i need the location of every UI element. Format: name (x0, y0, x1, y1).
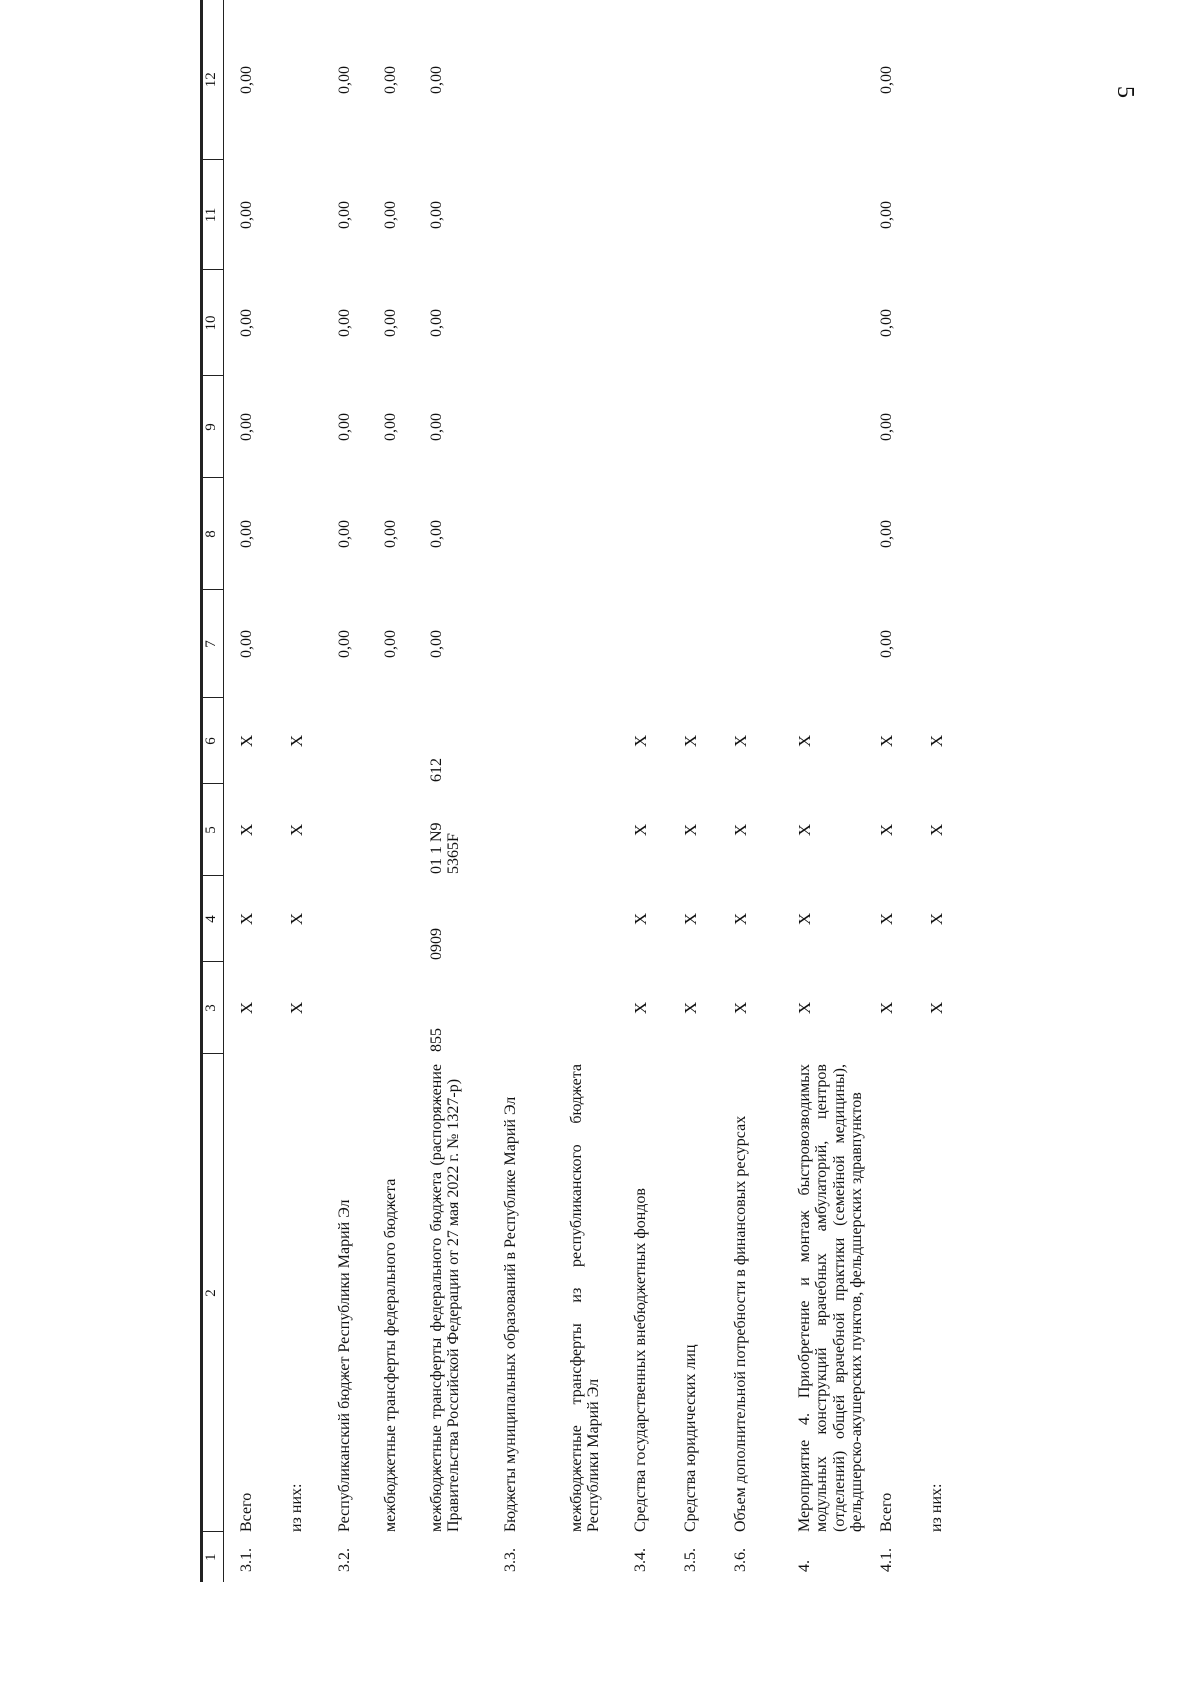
value-cell-col-11: 0,00 (428, 201, 445, 229)
row-name-cell: Республиканский бюджет Республики Марий Эл (336, 1199, 353, 1532)
value-cell-col-10 (632, 270, 682, 376)
value-cell-col-11 (288, 160, 336, 270)
value-cell-col-3: X (681, 1001, 700, 1015)
value-cell-col-6: X (681, 734, 700, 748)
value-cell-col-5: X (731, 823, 750, 837)
row-number-cell: 3.1. (238, 1548, 255, 1572)
value-cell-col-5: X (287, 823, 306, 837)
value-cell-col-10 (682, 270, 732, 376)
value-cell-col-6: X (631, 734, 650, 748)
value-cell-col-11: 0,00 (238, 201, 255, 229)
row-name-cell: Средства государственных внебюджетных фондов (632, 1188, 649, 1532)
row-name-cell: Бюджеты муниципальных образований в Республике Марий Эл (502, 1096, 519, 1532)
value-cell-col-7 (732, 590, 796, 698)
value-cell-col-7: 0,00 (382, 630, 399, 658)
column-number-header-row (202, 0, 224, 1582)
value-cell-col-12 (502, 0, 568, 160)
value-cell-col-9 (682, 376, 732, 478)
value-cell-col-7 (288, 590, 336, 698)
row-number-cell: 3.6. (732, 1548, 749, 1572)
value-cell-col-9: 0,00 (336, 413, 353, 441)
table-row (796, 0, 878, 1582)
value-cell-col-4: X (731, 912, 750, 926)
row-number-cell (568, 1532, 632, 1582)
value-cell-col-11 (502, 160, 568, 270)
value-cell-col-10 (796, 270, 878, 376)
value-cell-col-8: 0,00 (238, 520, 255, 548)
value-cell-col-8 (732, 478, 796, 590)
row-name-cell: из них: (928, 1483, 945, 1532)
table-body (238, 0, 972, 1582)
value-cell-col-4: X (237, 912, 256, 926)
value-cell-col-7 (682, 590, 732, 698)
column-header-12: 12 (202, 0, 224, 160)
value-cell-col-12 (732, 0, 796, 160)
value-cell-col-12: 0,00 (382, 66, 399, 94)
table-row (502, 0, 568, 1582)
row-name-cell: межбюджетные трансферты федерального бюджета (распоряжение Правительства Российской Федерации от 27 мая 2022 г. № 1327-р) (428, 1064, 463, 1532)
value-cell-col-9 (796, 376, 878, 478)
row-number-cell: 4.1. (878, 1548, 895, 1572)
column-header-7: 7 (202, 590, 224, 698)
table-row (732, 0, 796, 1582)
value-cell-col-11 (568, 160, 632, 270)
row-name-cell: Мероприятие 4. Приобретение и монтаж быстровозводимых модульных конструкций врачебных амбулаторий, центров (отделений) общей врачебной практики (семейной медицины), фельдшерско-акушерских пунктов, фельдшерских здравпунктов (796, 1064, 865, 1532)
value-cell-col-11 (682, 160, 732, 270)
row-number-cell: 3.2. (336, 1548, 353, 1572)
value-cell-col-3 (568, 962, 632, 1054)
column-header-1: 1 (202, 1532, 224, 1582)
value-cell-col-10 (288, 270, 336, 376)
value-cell-col-6: X (927, 734, 946, 748)
value-cell-col-4 (568, 876, 632, 962)
row-number-cell (288, 1532, 336, 1582)
value-cell-col-7 (928, 590, 972, 698)
value-cell-col-8 (632, 478, 682, 590)
value-cell-col-5: X (877, 823, 896, 837)
column-header-9: 9 (202, 376, 224, 478)
value-cell-col-6 (568, 698, 632, 784)
value-cell-col-6: X (287, 734, 306, 748)
value-cell-col-6: X (731, 734, 750, 748)
column-header-6: 6 (202, 698, 224, 784)
value-cell-col-7 (568, 590, 632, 698)
column-header-5: 5 (202, 784, 224, 876)
page-number: 5 (1112, 86, 1138, 98)
value-cell-col-9 (732, 376, 796, 478)
table-row (238, 0, 288, 1582)
value-cell-col-12 (796, 0, 878, 160)
row-name-cell: межбюджетные трансферты из республиканского бюджета Республики Марий Эл (568, 1064, 603, 1532)
value-cell-col-7: 0,00 (878, 630, 895, 658)
value-cell-col-12 (928, 0, 972, 160)
value-cell-col-10 (732, 270, 796, 376)
value-cell-col-4: X (927, 912, 946, 926)
value-cell-col-6 (502, 698, 568, 784)
table-row (928, 0, 972, 1582)
value-cell-col-4 (382, 876, 428, 962)
value-cell-col-9: 0,00 (428, 413, 445, 441)
value-cell-col-9 (502, 376, 568, 478)
value-cell-col-10: 0,00 (428, 309, 445, 337)
value-cell-col-10: 0,00 (382, 309, 399, 337)
row-name-cell: Объем дополнительной потребности в финансовых ресурсах (732, 1115, 749, 1532)
value-cell-col-9 (568, 376, 632, 478)
value-cell-col-11: 0,00 (382, 201, 399, 229)
value-cell-col-4: X (631, 912, 650, 926)
row-number-cell (382, 1532, 428, 1582)
value-cell-col-9 (928, 376, 972, 478)
value-cell-col-6 (382, 698, 428, 784)
value-cell-col-3: 855 (428, 1028, 445, 1052)
row-name-cell: Всего (878, 1492, 895, 1532)
column-header-11: 11 (202, 160, 224, 270)
table-row (382, 0, 428, 1582)
value-cell-col-7: 0,00 (428, 630, 445, 658)
value-cell-col-3 (502, 962, 568, 1054)
value-cell-col-5: X (681, 823, 700, 837)
value-cell-col-10 (502, 270, 568, 376)
value-cell-col-4: X (287, 912, 306, 926)
row-name-cell: из них: (288, 1483, 305, 1532)
column-header-2: 2 (202, 1054, 224, 1532)
value-cell-col-5: X (795, 823, 814, 837)
value-cell-col-6: X (237, 734, 256, 748)
value-cell-col-3: X (631, 1001, 650, 1015)
value-cell-col-7: 0,00 (336, 630, 353, 658)
value-cell-col-3: X (927, 1001, 946, 1015)
value-cell-col-6: X (795, 734, 814, 748)
value-cell-col-5: 01 1 N9 5365F (428, 822, 463, 874)
row-number-cell: 3.5. (682, 1548, 699, 1572)
value-cell-col-12 (288, 0, 336, 160)
value-cell-col-12: 0,00 (428, 66, 445, 94)
value-cell-col-3: X (731, 1001, 750, 1015)
value-cell-col-11 (632, 160, 682, 270)
value-cell-col-8: 0,00 (878, 520, 895, 548)
value-cell-col-7 (796, 590, 878, 698)
value-cell-col-4: X (877, 912, 896, 926)
column-header-10: 10 (202, 270, 224, 376)
row-number-cell (928, 1532, 972, 1582)
value-cell-col-3: X (795, 1001, 814, 1015)
value-cell-col-4: X (681, 912, 700, 926)
value-cell-col-7 (632, 590, 682, 698)
value-cell-col-9: 0,00 (878, 413, 895, 441)
value-cell-col-8: 0,00 (382, 520, 399, 548)
value-cell-col-4: X (795, 912, 814, 926)
value-cell-col-6 (336, 698, 382, 784)
value-cell-col-3: X (287, 1001, 306, 1015)
row-number-cell: 3.3. (502, 1548, 519, 1572)
table-row (682, 0, 732, 1582)
value-cell-col-5 (336, 784, 382, 876)
value-cell-col-12: 0,00 (336, 66, 353, 94)
row-name-cell: межбюджетные трансферты федерального бюджета (382, 1178, 399, 1532)
value-cell-col-7 (502, 590, 568, 698)
budget-table (200, 0, 972, 1582)
value-cell-col-5 (568, 784, 632, 876)
table-row (878, 0, 928, 1582)
value-cell-col-11: 0,00 (878, 201, 895, 229)
value-cell-col-3: X (877, 1001, 896, 1015)
value-cell-col-3: X (237, 1001, 256, 1015)
rotated-table-sheet (200, 0, 1200, 1582)
value-cell-col-8 (928, 478, 972, 590)
value-cell-col-5: X (631, 823, 650, 837)
row-number-cell: 3.4. (632, 1548, 649, 1572)
value-cell-col-4 (502, 876, 568, 962)
value-cell-col-11 (796, 160, 878, 270)
value-cell-col-10: 0,00 (336, 309, 353, 337)
value-cell-col-9 (288, 376, 336, 478)
row-name-cell: Всего (238, 1492, 255, 1532)
value-cell-col-12 (632, 0, 682, 160)
table-row (336, 0, 382, 1582)
column-header-8: 8 (202, 478, 224, 590)
table-row (568, 0, 632, 1582)
table-row (632, 0, 682, 1582)
value-cell-col-5 (502, 784, 568, 876)
value-cell-col-9: 0,00 (382, 413, 399, 441)
value-cell-col-12 (568, 0, 632, 160)
column-header-3: 3 (202, 962, 224, 1054)
value-cell-col-8: 0,00 (336, 520, 353, 548)
spacer-row (224, 0, 239, 1582)
row-number-cell: 4. (796, 1560, 813, 1572)
value-cell-col-6: X (877, 734, 896, 748)
table-row (428, 0, 502, 1582)
value-cell-col-5 (382, 784, 428, 876)
value-cell-col-8 (568, 478, 632, 590)
value-cell-col-8 (796, 478, 878, 590)
value-cell-col-11 (732, 160, 796, 270)
table-row (288, 0, 336, 1582)
value-cell-col-9 (632, 376, 682, 478)
value-cell-col-11: 0,00 (336, 201, 353, 229)
value-cell-col-4 (336, 876, 382, 962)
value-cell-col-12: 0,00 (238, 66, 255, 94)
value-cell-col-5: X (237, 823, 256, 837)
value-cell-col-10 (928, 270, 972, 376)
row-name-cell: Средства юридических лиц (682, 1344, 699, 1532)
value-cell-col-8 (682, 478, 732, 590)
value-cell-col-3 (382, 962, 428, 1054)
value-cell-col-8 (502, 478, 568, 590)
value-cell-col-5: X (927, 823, 946, 837)
value-cell-col-12: 0,00 (878, 66, 895, 94)
value-cell-col-4: 0909 (428, 928, 445, 960)
value-cell-col-9: 0,00 (238, 413, 255, 441)
value-cell-col-8: 0,00 (428, 520, 445, 548)
value-cell-col-8 (288, 478, 336, 590)
value-cell-col-10: 0,00 (238, 309, 255, 337)
value-cell-col-12 (682, 0, 732, 160)
value-cell-col-3 (336, 962, 382, 1054)
value-cell-col-7: 0,00 (238, 630, 255, 658)
row-number-cell (428, 1532, 502, 1582)
value-cell-col-10: 0,00 (878, 309, 895, 337)
column-header-4: 4 (202, 876, 224, 962)
value-cell-col-11 (928, 160, 972, 270)
value-cell-col-6: 612 (428, 758, 445, 782)
value-cell-col-10 (568, 270, 632, 376)
